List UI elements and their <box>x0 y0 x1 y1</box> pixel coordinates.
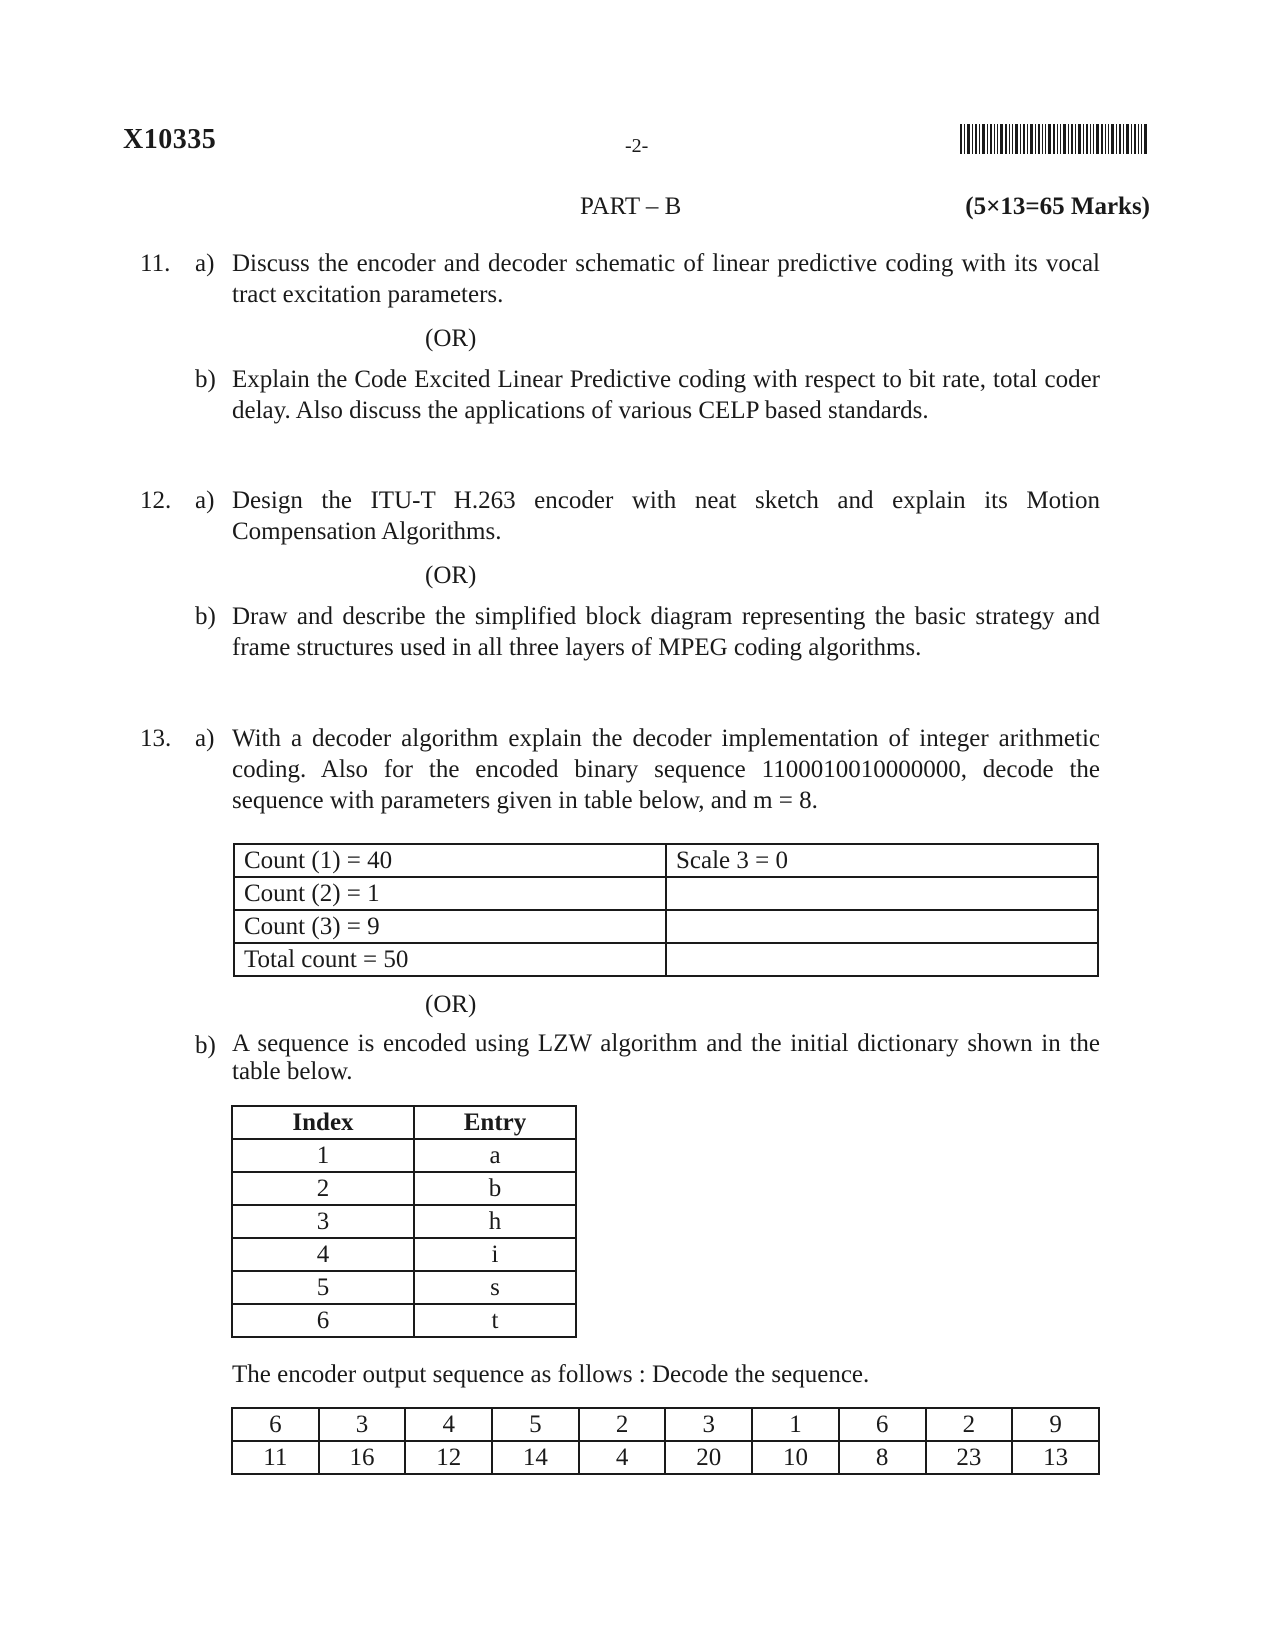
table-cell: 8 <box>839 1441 926 1474</box>
table-cell: 5 <box>232 1271 414 1304</box>
output-sequence-table <box>231 1407 1100 1475</box>
table-cell: 3 <box>665 1408 752 1441</box>
table-row <box>234 943 1098 976</box>
table-cell: 23 <box>926 1441 1013 1474</box>
table-header: Index <box>232 1106 414 1139</box>
table-cell: 2 <box>926 1408 1013 1441</box>
paper-code: X10335 <box>123 124 217 155</box>
table-cell: s <box>414 1271 576 1304</box>
page-number: -2- <box>625 135 649 157</box>
table-cell: 6 <box>232 1408 319 1441</box>
question-text: A sequence is encoded using LZW algorithm and the initial dictionary shown in the table below. <box>232 1030 1100 1085</box>
question-text: Discuss the encoder and decoder schematic of linear predictive coding with its vocal tract excitation parameters. <box>232 250 1100 308</box>
question-number: 12. <box>140 487 172 514</box>
section-marks: (5×13=65 Marks) <box>965 193 1150 220</box>
table-cell: 16 <box>319 1441 406 1474</box>
table-row <box>232 1139 576 1172</box>
question-text: With a decoder algorithm explain the decoder implementation of integer arithmetic coding. Also for the encoded binary sequence 1100010010000000, decode the sequence with parameters given in table below, and m = 8. <box>232 725 1100 814</box>
table-cell: Count (3) = 9 <box>234 910 666 943</box>
table-cell: i <box>414 1238 576 1271</box>
table-cell: 14 <box>492 1441 579 1474</box>
or-separator: (OR) <box>425 562 477 589</box>
table-cell: h <box>414 1205 576 1238</box>
table-cell: 10 <box>752 1441 839 1474</box>
option-label: b) <box>195 603 216 630</box>
table-cell: Count (1) = 40 <box>234 844 666 877</box>
table-cell: 4 <box>579 1441 666 1474</box>
table-cell: 6 <box>232 1304 414 1337</box>
table-cell: 1 <box>752 1408 839 1441</box>
table-cell: 1 <box>232 1139 414 1172</box>
table-cell: 3 <box>232 1205 414 1238</box>
table-row <box>232 1205 576 1238</box>
table-cell: 20 <box>665 1441 752 1474</box>
option-label: a) <box>195 250 215 277</box>
table-cell: 2 <box>579 1408 666 1441</box>
table-row <box>232 1172 576 1205</box>
barcode <box>960 124 1147 154</box>
table-cell <box>666 910 1098 943</box>
table-row <box>234 877 1098 910</box>
option-label: b) <box>195 1032 216 1059</box>
table-cell: 3 <box>319 1408 406 1441</box>
table-cell <box>666 943 1098 976</box>
question-text: Draw and describe the simplified block diagram representing the basic strategy and frame structures used in all three layers of MPEG coding algorithms. <box>232 603 1100 661</box>
table-row <box>232 1238 576 1271</box>
table-cell: 4 <box>232 1238 414 1271</box>
table-cell: 5 <box>492 1408 579 1441</box>
table-cell: b <box>414 1172 576 1205</box>
question-text: Design the ITU-T H.263 encoder with neat sketch and explain its Motion Compensation Algorithms. <box>232 487 1100 545</box>
table-row <box>232 1304 576 1337</box>
table-cell: Total count = 50 <box>234 943 666 976</box>
question-number: 13. <box>140 725 172 752</box>
question-text: Explain the Code Excited Linear Predictive coding with respect to bit rate, total coder delay. Also discuss the applications of various CELP based standards. <box>232 366 1100 424</box>
output-sequence-text: The encoder output sequence as follows : Decode the sequence. <box>232 1361 870 1388</box>
option-label: a) <box>195 725 215 752</box>
or-separator: (OR) <box>425 991 477 1018</box>
table-cell: Scale 3 = 0 <box>666 844 1098 877</box>
table-row <box>232 1271 576 1304</box>
table-cell: 13 <box>1012 1441 1099 1474</box>
table-cell: 12 <box>405 1441 492 1474</box>
table-row <box>232 1441 1099 1474</box>
table-cell: 9 <box>1012 1408 1099 1441</box>
section-title: PART – B <box>580 193 682 220</box>
option-label: a) <box>195 487 215 514</box>
table-cell: a <box>414 1139 576 1172</box>
question-number: 11. <box>140 250 171 277</box>
table-row <box>232 1408 1099 1441</box>
table-cell <box>666 877 1098 910</box>
table-header: Entry <box>414 1106 576 1139</box>
table-cell: t <box>414 1304 576 1337</box>
table-header-row <box>232 1106 576 1139</box>
or-separator: (OR) <box>425 325 477 352</box>
table-cell: 6 <box>839 1408 926 1441</box>
option-label: b) <box>195 366 216 393</box>
dictionary-table <box>231 1105 577 1338</box>
table-cell: 2 <box>232 1172 414 1205</box>
table-row <box>234 844 1098 877</box>
table-cell: Count (2) = 1 <box>234 877 666 910</box>
table-cell: 4 <box>405 1408 492 1441</box>
count-table <box>233 843 1099 977</box>
table-row <box>234 910 1098 943</box>
table-cell: 11 <box>232 1441 319 1474</box>
